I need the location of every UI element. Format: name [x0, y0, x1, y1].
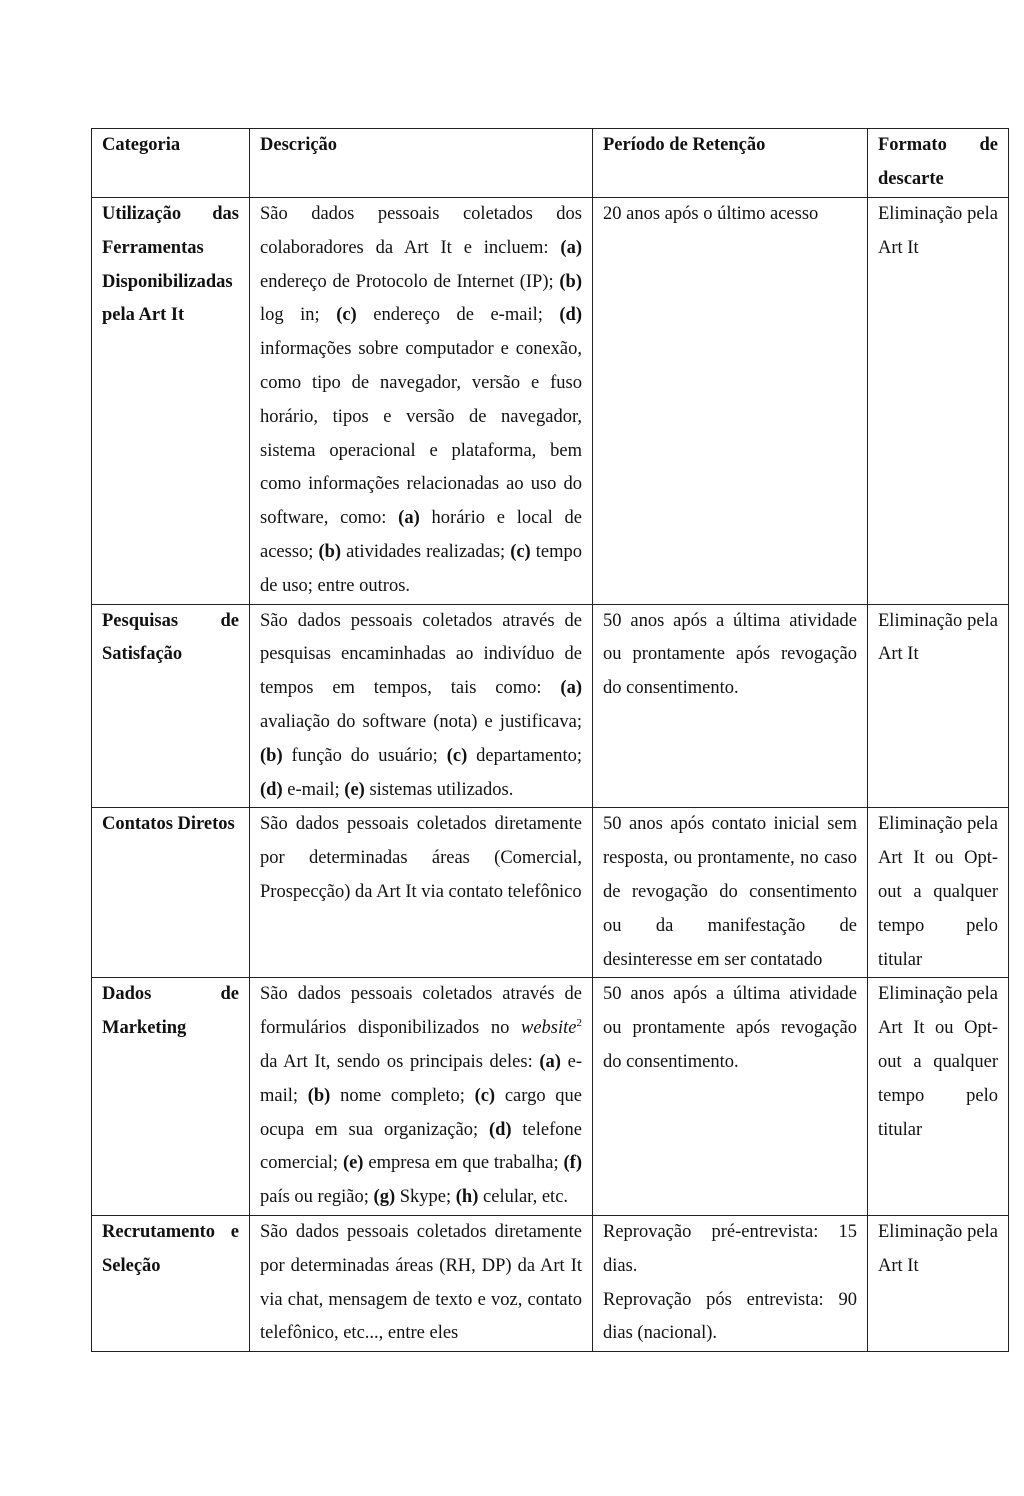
desc-text: São dados pessoais coletados através de formulários disponibilizados no — [260, 984, 582, 1039]
cell-periodo — [593, 1215, 868, 1351]
list-marker: (c) — [510, 541, 531, 562]
cell-formato: Eliminação pela Art It — [868, 604, 1009, 808]
table-row — [92, 198, 1009, 605]
list-marker: (b) — [559, 271, 582, 292]
desc-text: tempo de uso; entre outros. — [260, 541, 582, 596]
cell-categoria: Dados de Marketing — [92, 978, 250, 1216]
website-term: website — [521, 1018, 577, 1039]
cell-periodo: 50 anos após contato inicial sem resposta, ou prontamente, no caso de revogação do consentimento ou da manifestação de desinteresse em ser contatado — [593, 808, 868, 978]
cell-formato: Eliminação pela Art It ou Opt-out a qualquer tempo pelo titular — [868, 808, 1009, 978]
desc-text: sistemas utilizados. — [364, 779, 514, 800]
desc-text: avaliação do software (nota) e justificava; — [260, 711, 582, 732]
desc-text: São dados pessoais coletados dos colaboradores da Art It e incluem: — [260, 204, 582, 258]
periodo-line: Reprovação pós entrevista: 90 dias (nacional). — [603, 1289, 857, 1344]
cell-formato: Eliminação pela Art It — [868, 1215, 1009, 1351]
desc-text: país ou região; — [260, 1187, 374, 1208]
header-periodo: Período de Retenção — [593, 129, 868, 198]
desc-text: departamento; — [467, 745, 582, 766]
list-marker: (c) — [446, 745, 468, 766]
cell-descricao — [250, 604, 593, 808]
cell-categoria: Contatos Diretos — [92, 808, 250, 978]
list-marker: (e) — [342, 1153, 364, 1174]
header-descricao: Descrição — [250, 129, 593, 198]
desc-text: função do usuário; — [282, 745, 447, 766]
header-formato: Formato de descarte — [868, 129, 1009, 198]
table-row — [92, 604, 1009, 808]
list-marker: (h) — [455, 1187, 479, 1208]
table-header-row — [92, 129, 1009, 198]
desc-text: horário e local de acesso; — [260, 508, 583, 562]
list-marker: (c) — [336, 305, 357, 326]
list-marker: (g) — [373, 1187, 396, 1208]
desc-text: Skype; — [395, 1187, 456, 1208]
cell-formato: Eliminação pela Art It ou Opt-out a qualquer tempo pelo titular — [868, 978, 1009, 1216]
table-row — [92, 978, 1009, 1216]
desc-text: telefone comercial; — [260, 1119, 582, 1174]
table-row — [92, 808, 1009, 978]
desc-text: e-mail; — [260, 1051, 583, 1106]
desc-text: atividades realizadas; — [341, 541, 511, 562]
cell-descricao — [250, 978, 593, 1216]
desc-text: São dados pessoais coletados através de pesquisas encaminhadas ao indivíduo de tempos em tempos, tais como: — [260, 610, 582, 699]
desc-text: da Art It, sendo os principais deles: — [260, 1051, 540, 1072]
desc-text: e-mail; — [282, 779, 345, 800]
list-marker: (f) — [563, 1153, 582, 1174]
desc-text: log in; — [260, 305, 337, 326]
footnote-ref: 2 — [576, 1016, 582, 1029]
cell-periodo: 20 anos após o último acesso — [593, 198, 868, 605]
cell-periodo: 50 anos após a última atividade ou prontamente após revogação do consentimento. — [593, 604, 868, 808]
desc-text: endereço de e-mail; — [356, 305, 560, 326]
list-marker: (e) — [344, 779, 365, 800]
table-row — [92, 1215, 1009, 1351]
cell-formato: Eliminação pela Art It — [868, 198, 1009, 605]
cell-descricao — [250, 198, 593, 605]
list-marker: (a) — [560, 678, 582, 699]
list-marker: (c) — [474, 1085, 496, 1106]
cell-periodo: 50 anos após a última atividade ou prontamente após revogação do consentimento. — [593, 978, 868, 1216]
desc-text: São dados pessoais coletados diretamente por determinadas áreas (RH, DP) da Art It via chat, mensagem de texto e voz, contato telefônico, etc..., entre eles — [260, 1221, 582, 1344]
desc-text: celular, etc. — [478, 1187, 569, 1208]
list-marker: (a) — [398, 508, 420, 529]
cell-categoria: Utilização das Ferramentas Disponibilizadas pela Art It — [92, 198, 250, 605]
header-categoria: Categoria — [92, 129, 250, 198]
list-marker: (a) — [539, 1051, 561, 1072]
desc-text: informações sobre computador e conexão, como tipo de navegador, versão e fuso horário, tipos e versão de navegador, sistema operacional e plataforma, bem como informações relacionadas ao uso do software, como: — [260, 339, 582, 529]
list-marker: (d) — [488, 1119, 512, 1140]
desc-text: endereço de Protocolo de Internet (IP); — [260, 271, 560, 292]
cell-categoria: Pesquisas de Satisfação — [92, 604, 250, 808]
list-marker: (b) — [318, 541, 342, 562]
cell-descricao — [250, 808, 593, 978]
periodo-line: Reprovação pré-entrevista: 15 dias. — [603, 1221, 857, 1276]
desc-text: empresa em que trabalha; — [363, 1153, 564, 1174]
retention-table — [91, 128, 1009, 1352]
list-marker: (b) — [307, 1085, 331, 1106]
list-marker: (d) — [260, 779, 283, 800]
desc-text: São dados pessoais coletados diretamente por determinadas áreas (Comercial, Prospecção) da Art It via contato telefônico — [260, 814, 582, 902]
list-marker: (a) — [560, 237, 582, 258]
list-marker: (b) — [260, 745, 283, 766]
desc-text: cargo que ocupa em sua organização; — [260, 1085, 582, 1140]
cell-categoria: Recrutamento e Seleção — [92, 1215, 250, 1351]
cell-descricao — [250, 1215, 593, 1351]
desc-text: nome completo; — [330, 1085, 475, 1106]
list-marker: (d) — [559, 305, 582, 326]
